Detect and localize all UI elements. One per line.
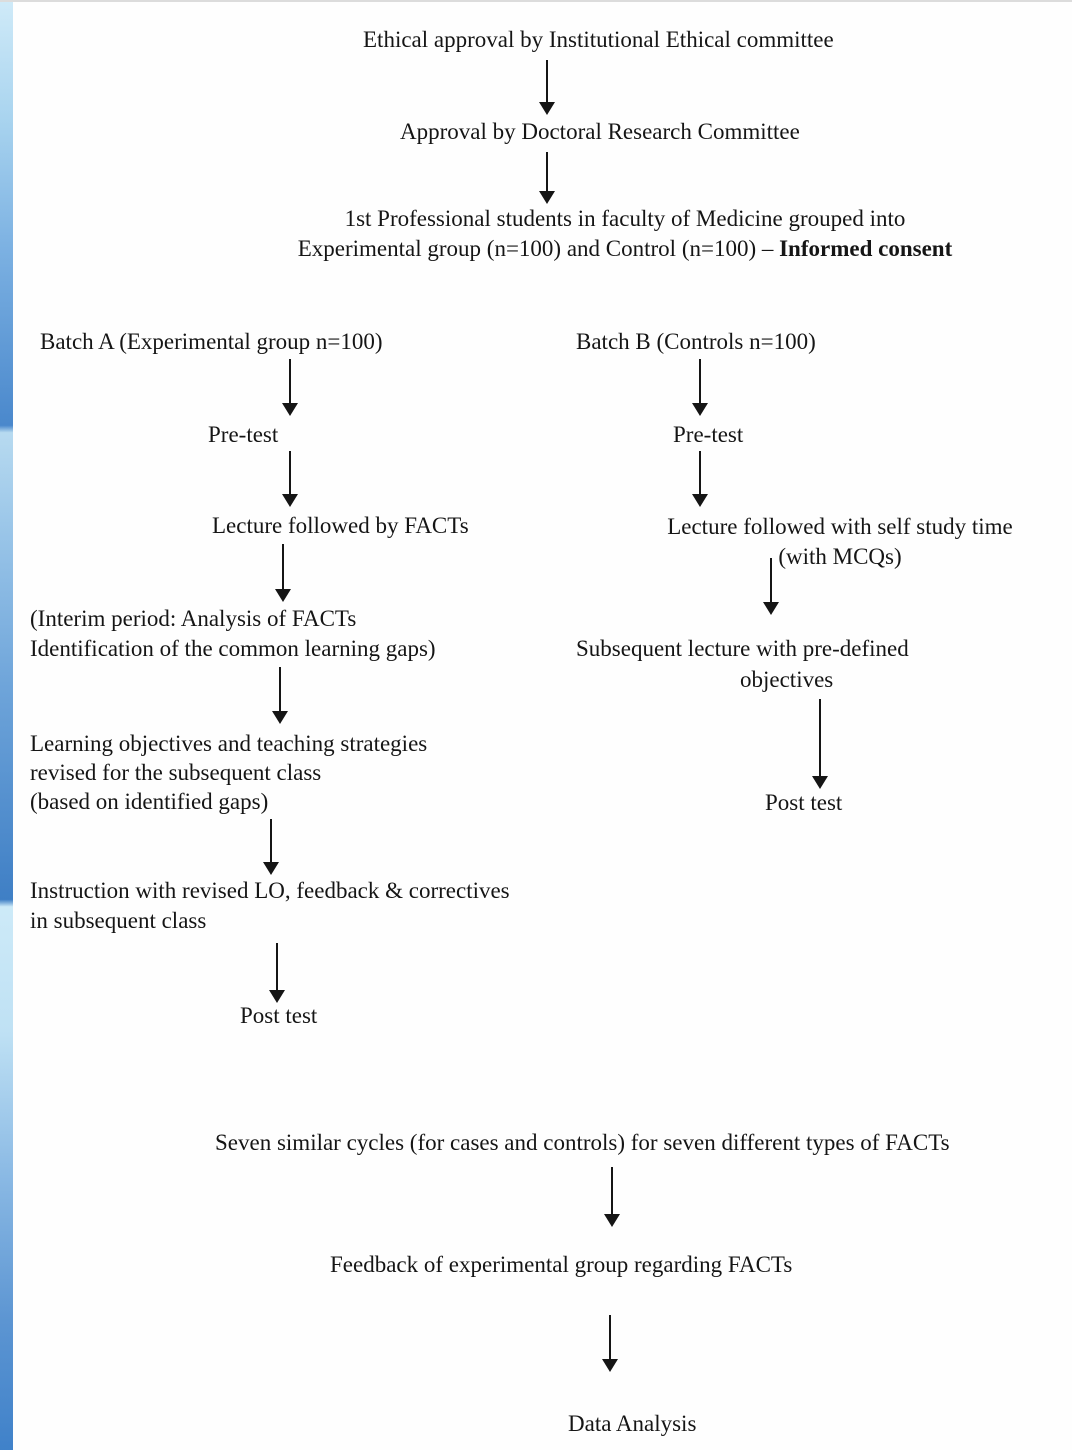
node-posttest-a: Post test — [240, 1003, 318, 1028]
revision-line-2: revised for the subsequent class — [30, 760, 322, 785]
arrow-shaft — [819, 699, 821, 777]
node-pretest-b: Pre-test — [673, 422, 744, 447]
arrow-shaft — [270, 819, 272, 863]
arrow-shaft — [289, 451, 291, 495]
node-batch-a: Batch A (Experimental group n=100) — [40, 329, 383, 354]
down-arrow — [272, 667, 288, 724]
grouping-line-2-prefix: Experimental group (n=100) and Control (n=100) – — [297, 236, 780, 261]
node-doctoral-approval: Approval by Doctoral Research Committee — [400, 119, 800, 144]
arrow-head-icon — [763, 602, 779, 615]
arrow-head-icon — [263, 862, 279, 875]
node-revision — [30, 729, 427, 816]
arrow-shaft — [289, 359, 291, 404]
instruction-line-1: Instruction with revised LO, feedback & correctives — [30, 878, 510, 903]
arrow-shaft — [699, 359, 701, 404]
arrow-head-icon — [275, 589, 291, 602]
revision-line-3: (based on identified gaps) — [30, 789, 269, 814]
node-lecture-b — [650, 512, 1030, 572]
arrow-shaft — [611, 1167, 613, 1215]
node-batch-b: Batch B (Controls n=100) — [576, 329, 816, 354]
node-subsequent-lecture-line-1: Subsequent lecture with pre-defined — [576, 636, 909, 661]
revision-line-1: Learning objectives and teaching strategies — [30, 731, 428, 756]
node-feedback: Feedback of experimental group regarding FACTs — [330, 1252, 793, 1277]
node-seven-cycles: Seven similar cycles (for cases and controls) for seven different types of FACTs — [215, 1130, 950, 1155]
down-arrow — [282, 451, 298, 507]
down-arrow — [692, 451, 708, 507]
node-grouping — [230, 204, 1020, 264]
down-arrow — [604, 1167, 620, 1227]
node-interim — [30, 604, 436, 664]
interim-line-2: Identification of the common learning gaps) — [30, 636, 436, 661]
down-arrow — [269, 943, 285, 1003]
arrow-shaft — [770, 558, 772, 603]
arrow-shaft — [699, 451, 701, 495]
instruction-line-2: in subsequent class — [30, 908, 207, 933]
node-ethical-approval: Ethical approval by Institutional Ethical committee — [363, 27, 834, 52]
node-pretest-a: Pre-test — [208, 422, 279, 447]
down-arrow — [282, 359, 298, 416]
arrow-head-icon — [282, 494, 298, 507]
arrow-shaft — [282, 544, 284, 590]
down-arrow — [812, 699, 828, 789]
arrow-head-icon — [812, 776, 828, 789]
interim-line-1: (Interim period: Analysis of FACTs — [30, 606, 357, 631]
arrow-head-icon — [692, 403, 708, 416]
arrow-shaft — [546, 60, 548, 103]
arrow-shaft — [276, 943, 278, 991]
down-arrow — [539, 60, 555, 115]
arrow-shaft — [279, 667, 281, 712]
decorative-left-strip — [0, 2, 13, 1450]
arrow-head-icon — [272, 711, 288, 724]
node-lecture-a: Lecture followed by FACTs — [212, 513, 469, 538]
arrow-head-icon — [602, 1359, 618, 1372]
informed-consent-bold: Informed consent — [779, 236, 953, 261]
grouping-line-2 — [230, 234, 1020, 264]
arrow-head-icon — [604, 1214, 620, 1227]
down-arrow — [539, 152, 555, 204]
down-arrow — [602, 1315, 618, 1372]
arrow-shaft — [609, 1315, 611, 1360]
down-arrow — [275, 544, 291, 602]
arrow-head-icon — [692, 494, 708, 507]
down-arrow — [263, 819, 279, 875]
lecture-b-line-2: (with MCQs) — [778, 544, 902, 569]
node-instruction — [30, 876, 510, 936]
arrow-head-icon — [282, 403, 298, 416]
arrow-shaft — [546, 152, 548, 192]
down-arrow — [763, 558, 779, 615]
arrow-head-icon — [539, 191, 555, 204]
node-data-analysis: Data Analysis — [568, 1411, 697, 1436]
down-arrow — [692, 359, 708, 416]
grouping-line-1: 1st Professional students in faculty of Medicine grouped into — [344, 206, 906, 231]
node-subsequent-lecture-line-2: objectives — [740, 667, 834, 692]
node-posttest-b: Post test — [765, 790, 843, 815]
lecture-b-line-1: Lecture followed with self study time — [667, 514, 1013, 539]
arrow-head-icon — [539, 102, 555, 115]
